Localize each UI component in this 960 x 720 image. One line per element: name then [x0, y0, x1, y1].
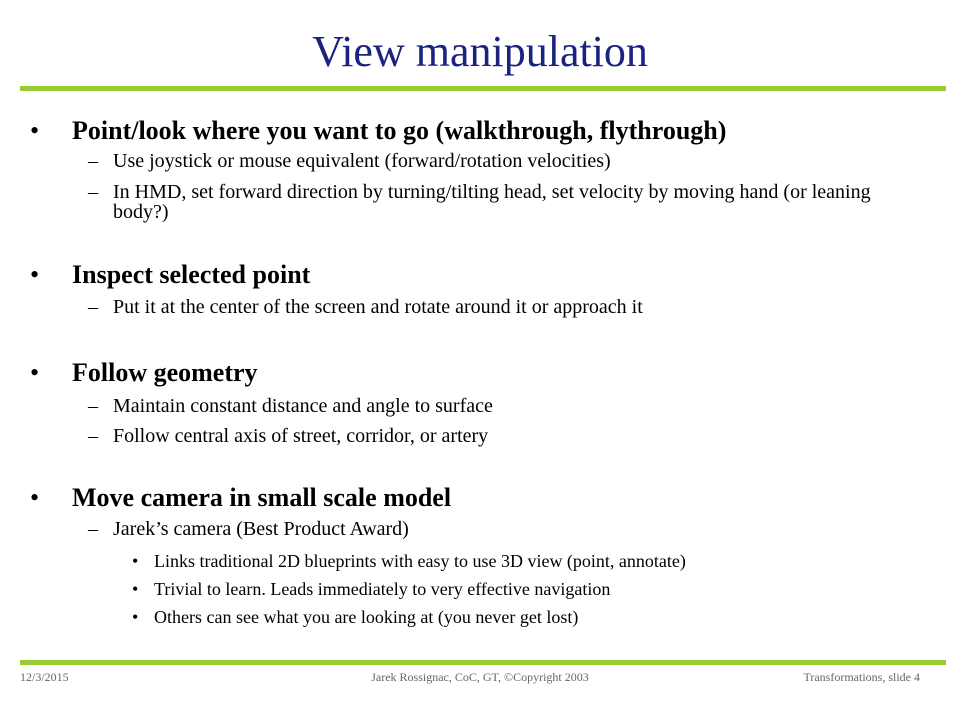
dash-glyph: –: [88, 296, 98, 318]
sub-sub-item: [132, 578, 932, 600]
sub-item: [88, 426, 888, 446]
sub-item-text: In HMD, set forward direction by turning/tilting head, set velocity by moving hand (or leaning body?): [113, 181, 871, 223]
bullet-glyph: •: [30, 116, 40, 145]
sub-item-text: Use joystick or mouse equivalent (forward/rotation velocities): [113, 150, 611, 172]
sub-sub-item-text: Trivial to learn. Leads immediately to very effective navigation: [154, 579, 611, 599]
sub-item: [88, 396, 888, 416]
bullet-heading: Point/look where you want to go (walkthrough, flythrough): [72, 116, 727, 145]
sub-sub-item: [132, 606, 932, 628]
sub-item-text: Follow central axis of street, corridor, or artery: [113, 425, 489, 447]
sub-item: [88, 182, 888, 222]
footer-author: Jarek Rossignac, CoC, GT, ©Copyright 2003: [371, 670, 589, 684]
sub-item: [88, 519, 888, 539]
bullet-glyph: •: [132, 579, 139, 599]
bullet-glyph: •: [30, 358, 40, 387]
dash-glyph: –: [88, 518, 98, 540]
dash-glyph: –: [88, 150, 98, 172]
dash-glyph: –: [88, 425, 98, 447]
footer-date: 12/3/2015: [20, 670, 69, 684]
bullet-glyph: •: [132, 551, 139, 571]
bullet-heading: Move camera in small scale model: [72, 483, 452, 512]
sub-sub-item-text: Others can see what you are looking at (you never get lost): [154, 607, 579, 627]
slide-title: View manipulation: [312, 27, 648, 76]
bullet-glyph: •: [132, 607, 139, 627]
footer-divider: [20, 660, 946, 665]
bullet-glyph: •: [30, 483, 40, 512]
bullet-glyph: •: [30, 260, 40, 289]
dash-glyph: –: [88, 395, 98, 417]
dash-glyph: –: [88, 181, 98, 203]
sub-item: [88, 297, 888, 317]
sub-item: [88, 151, 888, 171]
bullet-heading: Follow geometry: [72, 358, 258, 387]
footer-slide-label: Transformations, slide 4: [803, 670, 920, 684]
sub-item-text: Maintain constant distance and angle to surface: [113, 395, 493, 417]
sub-item-text: Jarek’s camera (Best Product Award): [113, 518, 409, 540]
sub-sub-item: [132, 550, 932, 572]
sub-item-text: Put it at the center of the screen and rotate around it or approach it: [113, 296, 643, 318]
sub-sub-item-text: Links traditional 2D blueprints with easy to use 3D view (point, annotate): [154, 551, 686, 571]
bullet-heading: Inspect selected point: [72, 260, 311, 289]
